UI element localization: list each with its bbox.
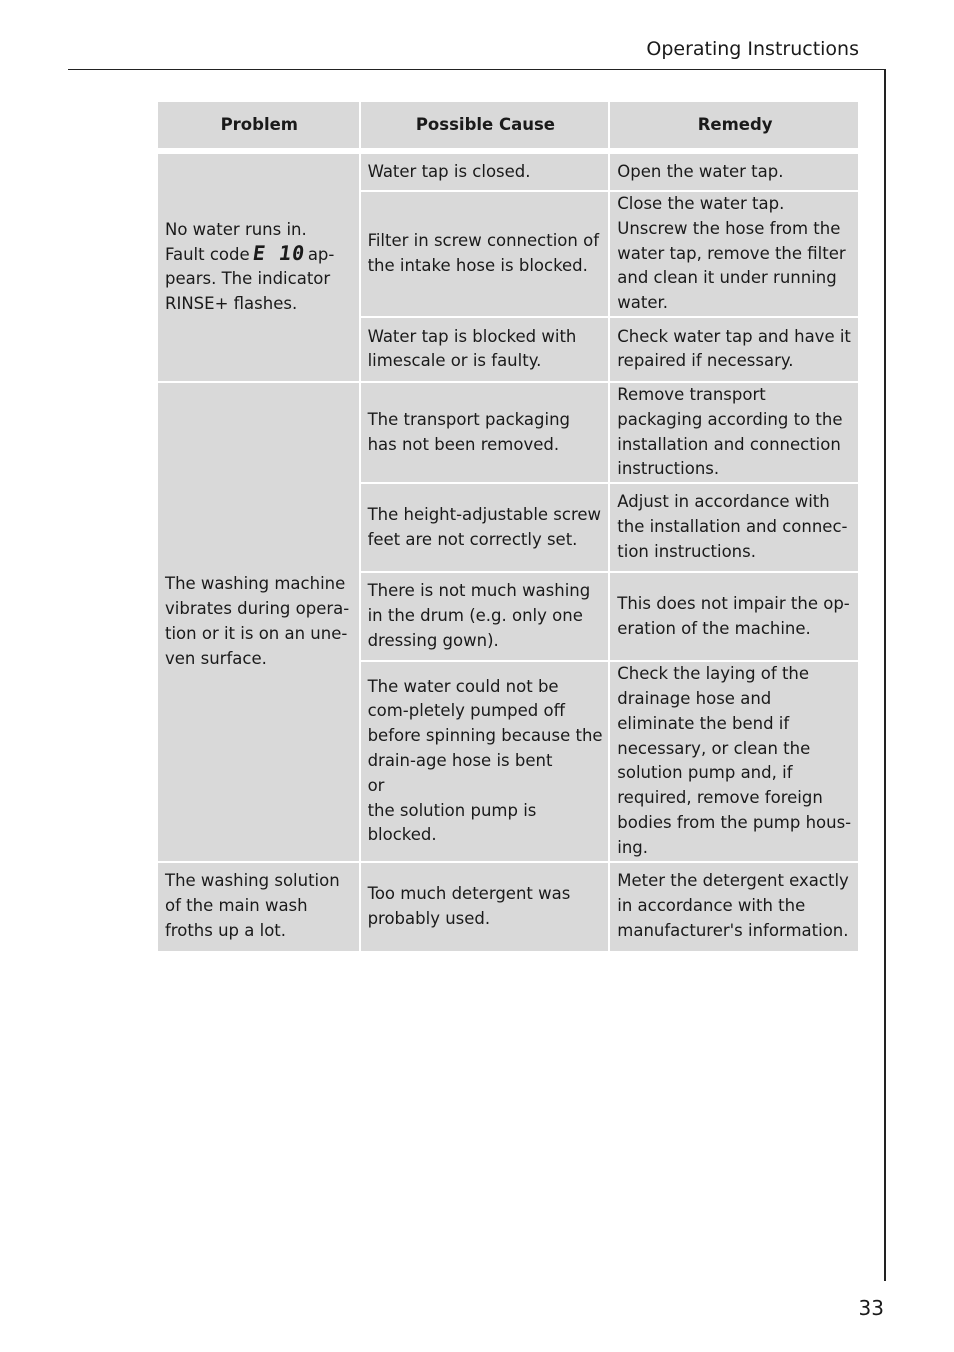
running-header-title: Operating Instructions xyxy=(646,38,859,60)
remedy-cell: Meter the detergent exactly in accordance with the manufacturer's information. xyxy=(610,863,858,951)
remedy-cell: This does not impair the op-eration of the machine. xyxy=(610,573,858,660)
remedy-cell: Check water tap and have it repaired if necessary. xyxy=(610,318,858,381)
right-margin-rule xyxy=(884,69,886,1281)
cause-line: or xyxy=(367,775,385,795)
cause-cell: The transport packaging has not been removed. xyxy=(361,383,609,482)
table-row xyxy=(158,863,858,951)
problem-cell-vibrates: The washing machine vibrates during opera-tion or it is on an une-ven surface. xyxy=(158,383,359,861)
problem-line: ap- xyxy=(307,244,335,264)
remedy-cell: Open the water tap. xyxy=(610,154,858,190)
cause-cell: The height-adjustable screw feet are not correctly set. xyxy=(361,484,609,571)
troubleshooting-table xyxy=(156,100,860,953)
cause-cell: Water tap is closed. xyxy=(361,154,609,190)
cause-line: the solution pump is blocked. xyxy=(367,800,537,845)
cause-cell: There is not much washing in the drum (e.g. only one dressing gown). xyxy=(361,573,609,660)
problem-line: pears. The indicator RINSE+ flashes. xyxy=(165,269,331,314)
problem-cell-froths: The washing solution of the main wash froths up a lot. xyxy=(158,863,359,951)
remedy-cell: Adjust in accordance with the installation and connec-tion instructions. xyxy=(610,484,858,571)
problem-line: No water runs in. xyxy=(165,219,307,239)
column-header-problem: Problem xyxy=(158,102,359,148)
problem-cell-no-water xyxy=(158,154,359,381)
table-header-row xyxy=(158,102,858,148)
cause-cell: Water tap is blocked with limescale or is faulty. xyxy=(361,318,609,381)
cause-cell xyxy=(361,662,609,860)
fault-code-display: E 10 xyxy=(250,240,307,265)
remedy-cell: Check the laying of the drainage hose and eliminate the bend if necessary, or clean the solution pump and, if required, remove foreign bodies from the pump hous-ing. xyxy=(610,662,858,860)
cause-cell: Filter in screw connection of the intake hose is blocked. xyxy=(361,192,609,316)
table-row xyxy=(158,154,858,190)
page-number: 33 xyxy=(858,1296,884,1320)
cause-cell: Too much detergent was probably used. xyxy=(361,863,609,951)
problem-line: Fault code xyxy=(165,244,250,264)
column-header-remedy: Remedy xyxy=(610,102,858,148)
header-rule xyxy=(68,69,886,70)
remedy-cell: Remove transport packaging according to the installation and connection instructions. xyxy=(610,383,858,482)
cause-line: The water could not be com-pletely pumped off before spinning because the drain-age hose is bent xyxy=(367,676,603,770)
remedy-cell: Close the water tap. Unscrew the hose from the water tap, remove the filter and clean it under running water. xyxy=(610,192,858,316)
column-header-cause: Possible Cause xyxy=(361,102,609,148)
table-row xyxy=(158,383,858,482)
